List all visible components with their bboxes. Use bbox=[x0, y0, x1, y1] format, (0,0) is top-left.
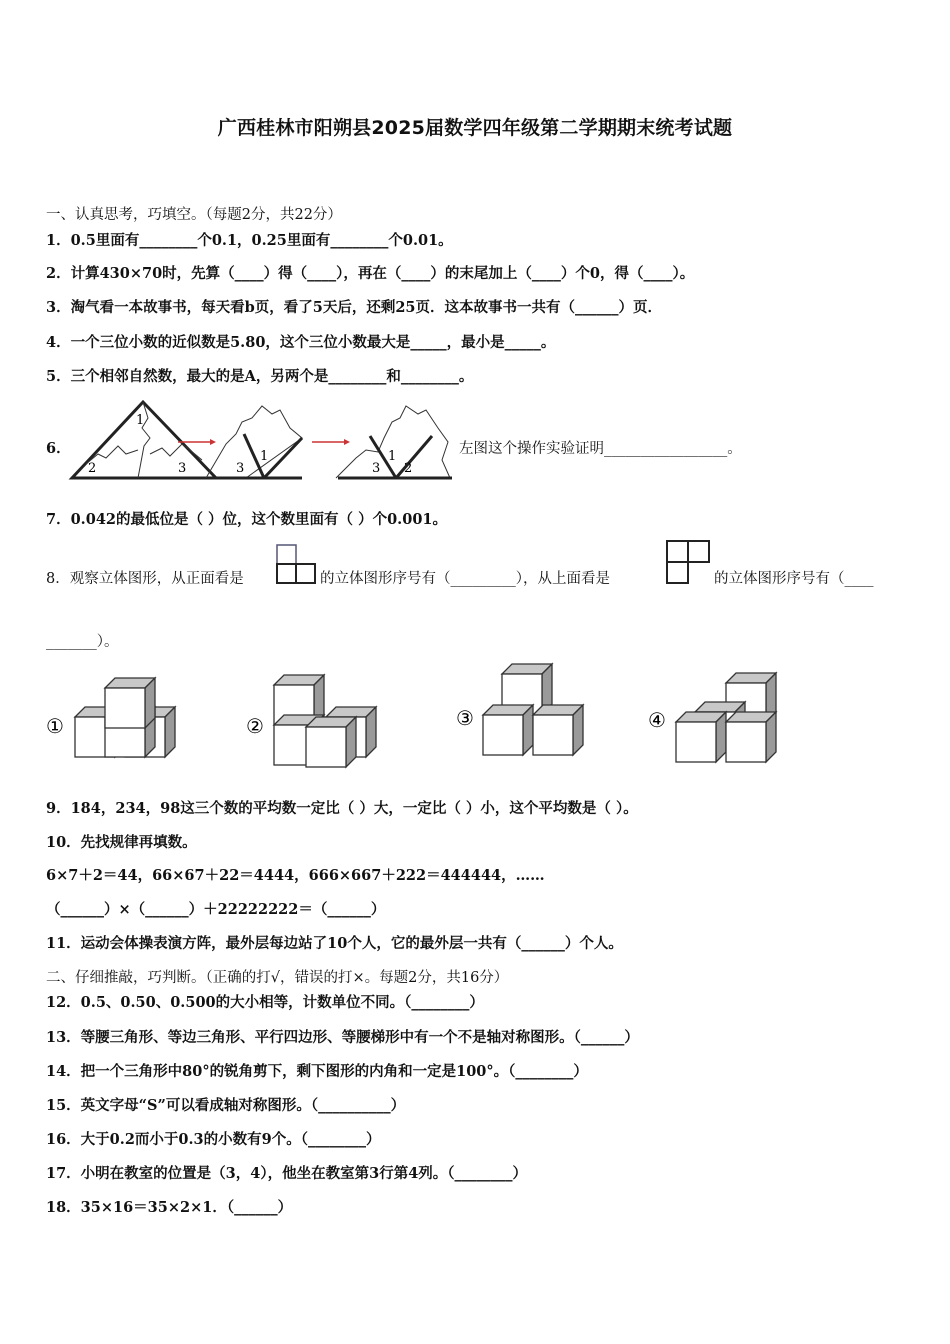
angle-label-3: 3 bbox=[178, 461, 187, 476]
question-6-number: 6． bbox=[46, 440, 71, 457]
page-title: 广西桂林市阳朔县2025届数学四年级第二学期期末统考试题 bbox=[217, 117, 733, 139]
question-12: 12．0.5、0.50、0.500的大小相等，计数单位不同。（________） bbox=[46, 994, 484, 1011]
question-15: 15．英文字母“S”可以看成轴对称图形。（__________） bbox=[46, 1097, 406, 1114]
cube-figure-label-4: ④ bbox=[648, 708, 666, 732]
svg-text:1: 1 bbox=[388, 449, 397, 464]
cube-figure-label-3: ③ bbox=[456, 706, 474, 730]
question-8-part2: 的立体图形序号有（_________），从上面看是 bbox=[320, 571, 610, 587]
angle-label-1: 1 bbox=[136, 413, 145, 428]
question-13: 13．等腰三角形、等边三角形、平行四边形、等腰梯形中有一个不是轴对称图形。（______） bbox=[46, 1029, 639, 1046]
svg-text:1: 1 bbox=[260, 449, 269, 464]
svg-text:2: 2 bbox=[404, 461, 413, 476]
question-2: 2．计算430×70时，先算（____）得（____），再在（____）的末尾加上（____）个0，得（____）。 bbox=[46, 265, 695, 282]
front-view-shape bbox=[274, 543, 318, 585]
question-6-text: 左图这个操作实验证明_________________。 bbox=[459, 441, 742, 457]
question-8-part1: 8．观察立体图形，从正面看是 bbox=[46, 571, 244, 587]
question-4: 4．一个三位小数的近似数是5.80，这个三位小数最大是_____，最小是_____。 bbox=[46, 334, 556, 351]
cube-figure-label-2: ② bbox=[246, 714, 264, 738]
question-10-blank: （______）×（______）＋22222222＝（______） bbox=[46, 901, 386, 918]
question-1: 1．0.5里面有________个0.1，0.25里面有________个0.01。 bbox=[46, 232, 453, 249]
angle-label-2: 2 bbox=[88, 461, 97, 476]
question-10-pattern: 6×7＋2＝44，66×67＋22＝4444，666×667＋222＝444444，…… bbox=[46, 867, 545, 884]
question-16: 16．大于0.2而小于0.3的小数有9个。（________） bbox=[46, 1131, 381, 1148]
question-5: 5．三个相邻自然数，最大的是A，另两个是________和________。 bbox=[46, 368, 474, 385]
question-8-part3: 的立体图形序号有（____ bbox=[714, 571, 874, 587]
svg-text:3: 3 bbox=[236, 461, 245, 476]
triangle-fold-figure bbox=[66, 398, 456, 482]
cube-figures bbox=[40, 660, 800, 770]
question-7: 7．0.042的最低位是（ ）位，这个数里面有（ ）个0.001。 bbox=[46, 511, 447, 528]
question-8-line2: _______）。 bbox=[46, 634, 119, 650]
question-10: 10．先找规律再填数。 bbox=[46, 834, 197, 851]
cube-figure-label-1: ① bbox=[46, 714, 64, 738]
question-11: 11．运动会体操表演方阵，最外层每边站了10个人，它的最外层一共有（______）个人。 bbox=[46, 935, 623, 952]
question-3: 3．淘气看一本故事书，每天看b页，看了5天后，还剩25页．这本故事书一共有（______）页． bbox=[46, 299, 662, 316]
section-1-heading: 一、认真思考，巧填空。（每题2分，共22分） bbox=[46, 207, 342, 223]
question-17: 17．小明在教室的位置是（3，4），他坐在教室第3行第4列。（________） bbox=[46, 1165, 528, 1182]
svg-text:3: 3 bbox=[372, 461, 381, 476]
section-2-heading: 二、仔细推敲，巧判断。（正确的打√，错误的打×。每题2分，共16分） bbox=[46, 970, 509, 986]
question-9: 9．184，234，98这三个数的平均数一定比（ ）大，一定比（ ）小，这个平均数是（ ）。 bbox=[46, 800, 638, 817]
question-14: 14．把一个三角形中80°的锐角剪下，剩下图形的内角和一定是100°。（________） bbox=[46, 1063, 588, 1080]
question-18: 18．35×16＝35×2×1．（______） bbox=[46, 1199, 293, 1216]
top-view-shape bbox=[664, 539, 712, 585]
